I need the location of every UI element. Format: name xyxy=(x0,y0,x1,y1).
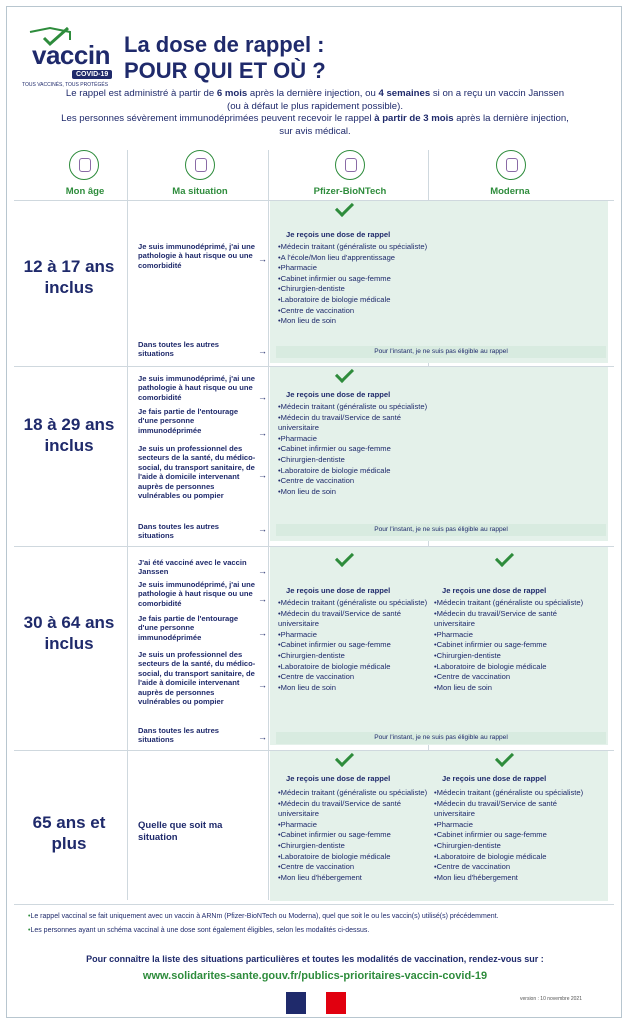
not-eligible-banner: Pour l'instant, je ne suis pas éligible au rappel xyxy=(276,524,606,536)
intro-text-part: après la dernière injection, ou xyxy=(247,88,379,99)
list-item: • Centre de vaccination xyxy=(434,862,594,873)
column-divider xyxy=(268,150,269,900)
situation-text: Dans toutes les autres situations xyxy=(138,726,220,745)
intro-text-part: Les personnes sévèrement immunodéprimées peuvent recevoir le rappel xyxy=(61,113,375,124)
intro-text xyxy=(60,88,570,138)
arrow-icon: → xyxy=(258,346,267,356)
arrow-icon: → xyxy=(258,594,267,604)
list-item: • Médecin traitant (généraliste ou spécialiste) xyxy=(434,598,594,609)
situation-text: J'ai été vacciné avec le vaccin Janssen xyxy=(138,558,247,577)
footnote: • Le rappel vaccinal se fait uniquement avec un vaccin à ARNm (Pfizer-BioNTech ou Moderna), quel que soit le ou les vaccin(s) utilisé(s) précédemment. xyxy=(28,912,499,922)
list-item: • Pharmacie xyxy=(278,263,428,274)
box-heading: Je reçois une dose de rappel xyxy=(286,230,391,239)
situation-text: Je fais partie de l'entourage d'une personne immunodéprimée xyxy=(138,407,239,435)
arrow-icon: → xyxy=(258,732,267,742)
list-item: • Médecin traitant (généraliste ou spécialiste) xyxy=(278,402,428,413)
list-item: • Médecin du travail/Service de santé universitaire xyxy=(434,799,594,820)
list-item: • Chirurgien-dentiste xyxy=(278,841,428,852)
arrow-icon: → xyxy=(258,428,267,438)
situation-text: Dans toutes les autres situations xyxy=(138,522,220,541)
situation-text: Je fais partie de l'entourage d'une personne immunodéprimée xyxy=(138,614,239,642)
intro-emphasis: 4 semaines xyxy=(378,88,431,99)
box-heading: Je reçois une dose de rappel xyxy=(286,774,391,783)
list-item: • Laboratoire de biologie médicale xyxy=(434,852,594,863)
intro-text-part: après la dernière injection, sur avis médical. xyxy=(279,113,569,137)
box-heading: Je reçois une dose de rappel xyxy=(442,586,547,595)
list-item: • Médecin du travail/Service de santé universitaire xyxy=(434,609,594,630)
intro-text-part: Le rappel est administré à partir de xyxy=(65,88,217,99)
list-item: • Laboratoire de biologie médicale xyxy=(278,662,428,673)
age-label: 30 à 64 ans inclus xyxy=(23,613,115,653)
arrow-icon: → xyxy=(258,392,267,402)
vaccin-covid-logo xyxy=(22,26,118,86)
check-icon xyxy=(500,756,522,770)
box-heading: Je reçois une dose de rappel xyxy=(442,774,547,783)
logo-badge: COVID-19 xyxy=(72,70,112,79)
check-icon xyxy=(340,372,362,386)
intro-text-part: si on a reçu un vaccin Janssen (ou à défaut le plus rapidement possible). xyxy=(227,88,565,112)
list-item: • Médecin traitant (généraliste ou spécialiste) xyxy=(278,242,428,253)
arrow-icon: → xyxy=(258,470,267,480)
list-item: • Centre de vaccination xyxy=(278,672,428,683)
location-list-moderna xyxy=(434,788,594,883)
info-link[interactable]: www.solidarites-sante.gouv.fr/publics-prioritaires-vaccin-covid-19 xyxy=(142,970,488,982)
situation-text: Je suis immunodéprimé, j'ai une pathologie à haut risque ou une comorbidité xyxy=(138,580,256,608)
people-icon xyxy=(185,150,215,180)
flag-red xyxy=(326,992,346,1014)
footnote: • Les personnes ayant un schéma vaccinal à une dose sont également éligibles, selon les modalités ci-dessus. xyxy=(28,926,369,936)
flag-blue xyxy=(286,992,306,1014)
list-item: • Centre de vaccination xyxy=(278,306,428,317)
list-item: • Cabinet infirmier ou sage-femme xyxy=(278,640,428,651)
question-face-icon xyxy=(69,150,99,180)
list-item: • Centre de vaccination xyxy=(278,862,428,873)
location-list xyxy=(278,242,428,327)
arrow-icon: → xyxy=(258,628,267,638)
syringe-icon xyxy=(335,150,365,180)
list-item: • Pharmacie xyxy=(278,434,428,445)
situation-text: Dans toutes les autres situations xyxy=(138,340,220,359)
check-icon xyxy=(340,556,362,570)
age-label: 12 à 17 ans inclus xyxy=(23,257,115,297)
list-item: • Mon lieu de soin xyxy=(278,316,428,327)
box-heading: Je reçois une dose de rappel xyxy=(286,390,391,399)
column-header-moderna: Moderna xyxy=(490,186,530,197)
box-heading: Je reçois une dose de rappel xyxy=(286,586,391,595)
list-item: • Pharmacie xyxy=(278,820,428,831)
list-item: • Cabinet infirmier ou sage-femme xyxy=(434,830,594,841)
check-icon xyxy=(500,556,522,570)
list-item: • Laboratoire de biologie médicale xyxy=(434,662,594,673)
cta-text: Pour connaître la liste des situations particulières et toutes les modalités de vaccination, rendez-vous sur : xyxy=(86,954,544,964)
republique-francaise-logo xyxy=(286,992,346,1014)
list-item: • Cabinet infirmier ou sage-femme xyxy=(278,274,428,285)
location-list-pfizer xyxy=(278,598,428,693)
list-item: • Centre de vaccination xyxy=(278,476,428,487)
syringe-icon xyxy=(496,150,526,180)
list-item: • Mon lieu d'hébergement xyxy=(434,873,594,884)
list-item: • Mon lieu d'hébergement xyxy=(278,873,428,884)
arrow-icon: → xyxy=(258,566,267,576)
list-item: • Chirurgien-dentiste xyxy=(434,651,594,662)
column-header-pfizer: Pfizer-BioNTech xyxy=(313,186,387,197)
situation-text: Je suis immunodéprimé, j'ai une pathologie à haut risque ou une comorbidité xyxy=(138,374,256,402)
list-item: • Laboratoire de biologie médicale xyxy=(278,852,428,863)
intro-emphasis: 6 mois xyxy=(216,88,248,99)
list-item: • Chirurgien-dentiste xyxy=(434,841,594,852)
list-item: • Cabinet infirmier ou sage-femme xyxy=(434,640,594,651)
list-item: • Mon lieu de soin xyxy=(434,683,594,694)
column-divider xyxy=(127,150,128,900)
not-eligible-banner: Pour l'instant, je ne suis pas éligible au rappel xyxy=(276,346,606,358)
band-separator xyxy=(14,904,614,905)
situation-text: Je suis immunodéprimé, j'ai une pathologie à haut risque ou une comorbidité xyxy=(138,242,256,270)
version-label: version : 10 novembre 2021 xyxy=(520,996,582,1002)
location-list xyxy=(278,402,428,497)
arrow-icon: → xyxy=(258,524,267,534)
list-item: • Chirurgien-dentiste xyxy=(278,651,428,662)
list-item: • Centre de vaccination xyxy=(434,672,594,683)
situation-text: Je suis un professionnel des secteurs de la santé, du médico-social, du transport sanitaire, de l'aide à domicile intervenant auprès de personnes vulnérables ou pompier xyxy=(138,650,256,707)
list-item: • Mon lieu de soin xyxy=(278,487,428,498)
list-item: • Chirurgien-dentiste xyxy=(278,455,428,466)
list-item: • Cabinet infirmier ou sage-femme xyxy=(278,444,428,455)
page-title-line2: POUR QUI ET OÙ ? xyxy=(124,58,326,83)
column-header-situation: Ma situation xyxy=(172,186,228,197)
not-eligible-banner: Pour l'instant, je ne suis pas éligible au rappel xyxy=(276,732,606,744)
list-item: • Médecin traitant (généraliste ou spécialiste) xyxy=(278,598,428,609)
list-item: • Mon lieu de soin xyxy=(278,683,428,694)
arrow-icon: → xyxy=(258,680,267,690)
location-list-moderna xyxy=(434,598,594,693)
list-item: • Médecin traitant (généraliste ou spécialiste) xyxy=(278,788,428,799)
situation-text: Quelle que soit ma situation xyxy=(138,820,223,843)
page-title-line1: La dose de rappel : xyxy=(124,32,325,57)
list-item: • Laboratoire de biologie médicale xyxy=(278,295,428,306)
list-item: • Cabinet infirmier ou sage-femme xyxy=(278,830,428,841)
list-item: • A l'école/Mon lieu d'apprentissage xyxy=(278,253,428,264)
list-item: • Laboratoire de biologie médicale xyxy=(278,466,428,477)
age-label: 18 à 29 ans inclus xyxy=(23,415,115,455)
list-item: • Médecin du travail/Service de santé universitaire xyxy=(278,609,428,630)
age-label: 65 ans et plus xyxy=(32,813,106,853)
location-list-pfizer xyxy=(278,788,428,883)
intro-emphasis: à partir de 3 mois xyxy=(374,113,454,124)
list-item: • Pharmacie xyxy=(278,630,428,641)
list-item: • Chirurgien-dentiste xyxy=(278,284,428,295)
list-item: • Médecin du travail/Service de santé universitaire xyxy=(278,799,428,820)
flag-white xyxy=(306,992,326,1014)
logo-word: vaccin xyxy=(32,40,110,70)
situation-text: Je suis un professionnel des secteurs de la santé, du médico-social, du transport sanitaire, de l'aide à domicile intervenant auprès de personnes vulnérables ou pompier xyxy=(138,444,256,501)
check-icon xyxy=(340,206,362,220)
logo-tagline: TOUS VACCINÉS, TOUS PROTÉGÉS xyxy=(22,82,109,88)
arrow-icon: → xyxy=(258,254,267,264)
column-header-age: Mon âge xyxy=(65,186,105,197)
list-item: • Pharmacie xyxy=(434,630,594,641)
list-item: • Médecin traitant (généraliste ou spécialiste) xyxy=(434,788,594,799)
list-item: • Médecin du travail/Service de santé universitaire xyxy=(278,413,428,434)
list-item: • Pharmacie xyxy=(434,820,594,831)
check-icon xyxy=(340,756,362,770)
